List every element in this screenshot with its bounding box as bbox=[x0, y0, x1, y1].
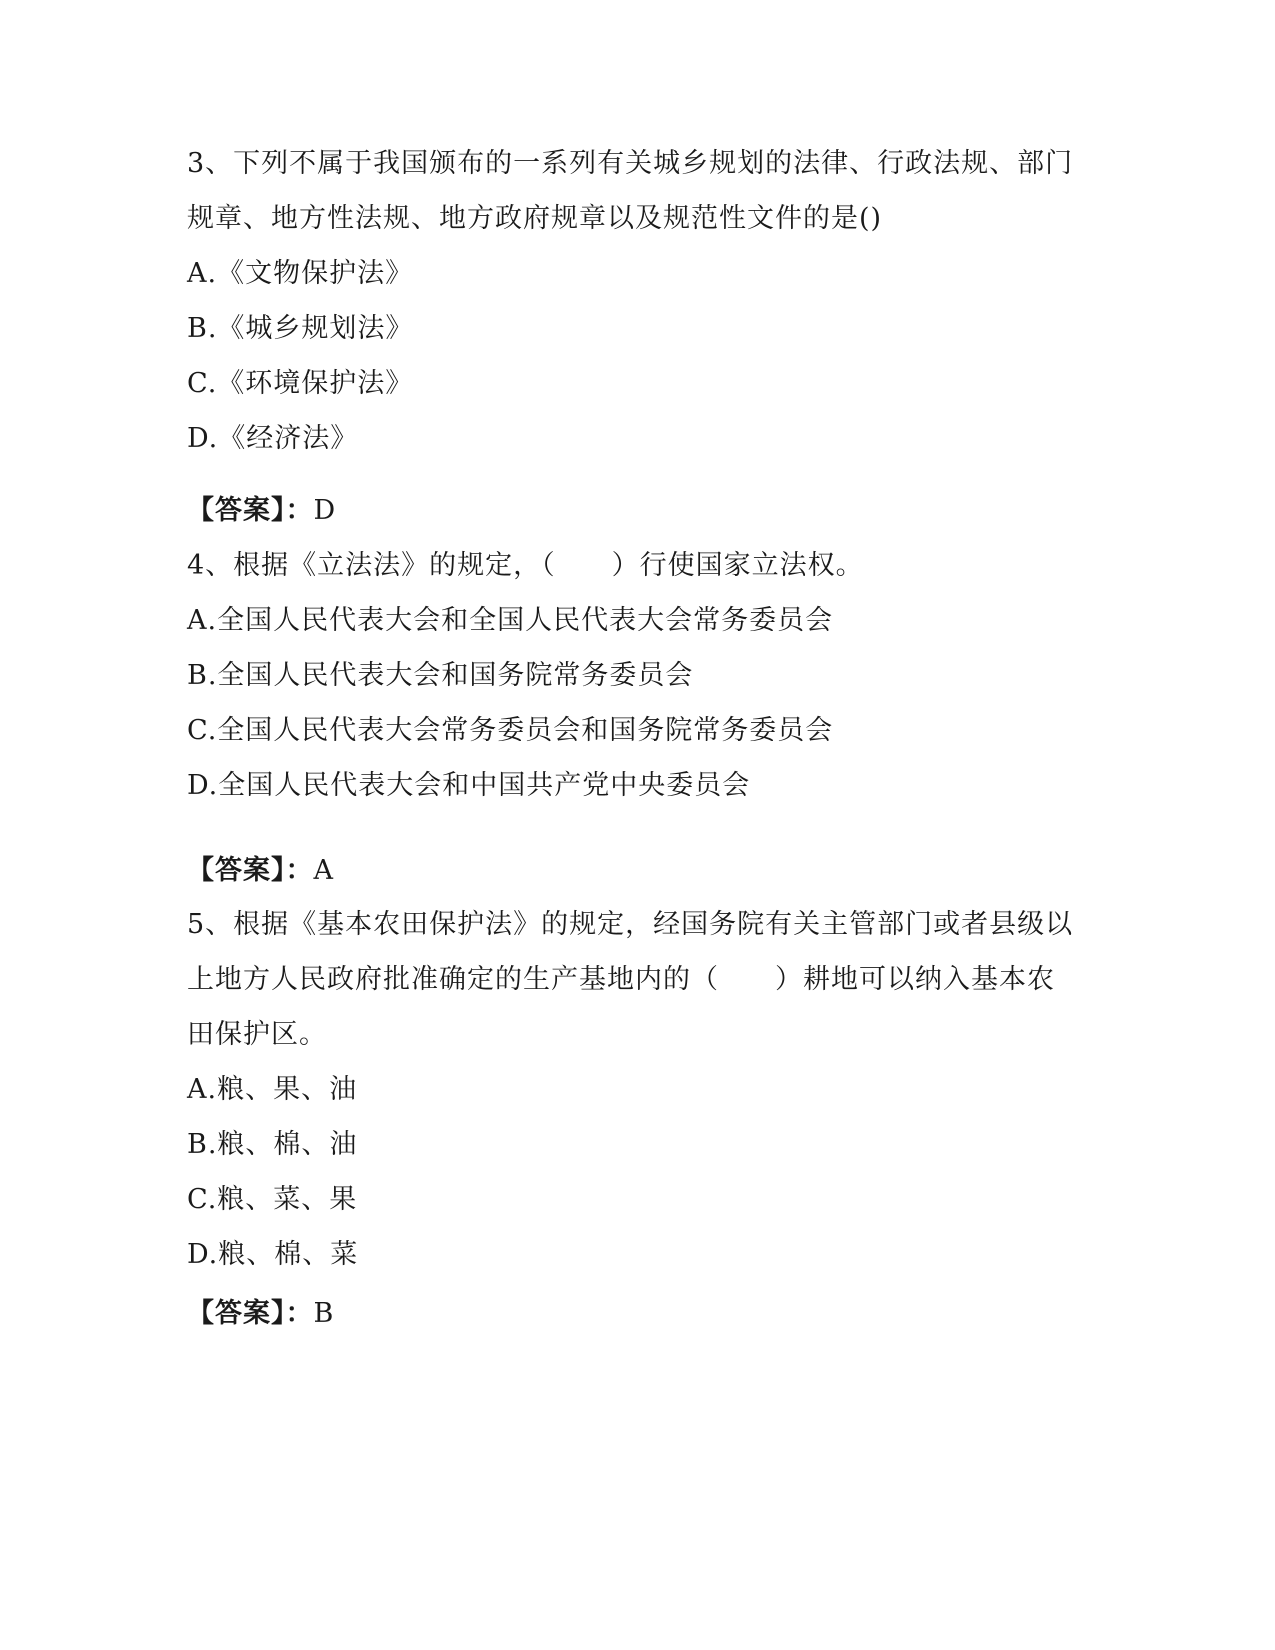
option-c: C.《环境保护法》 bbox=[187, 368, 414, 399]
answer-value: D bbox=[313, 495, 337, 526]
option-a: A.粮、果、油 bbox=[187, 1074, 358, 1105]
question-4 bbox=[187, 538, 1077, 813]
option-a: A.《文物保护法》 bbox=[187, 258, 414, 289]
answer-label: 【答案】： bbox=[187, 855, 314, 886]
answer-value: A bbox=[313, 855, 334, 886]
answer-4 bbox=[187, 851, 334, 891]
option-a: A.全国人民代表大会和全国人民代表大会常务委员会 bbox=[187, 605, 834, 636]
option-b: B.粮、棉、油 bbox=[187, 1129, 358, 1160]
option-d: D.全国人民代表大会和中国共产党中央委员会 bbox=[187, 770, 751, 801]
option-c: C.粮、菜、果 bbox=[187, 1184, 358, 1215]
option-d: D.粮、棉、菜 bbox=[187, 1239, 359, 1270]
question-stem: 3、下列不属于我国颁布的一系列有关城乡规划的法律、行政法规、部门规章、地方性法规、地方政府规章以及规范性文件的是() bbox=[187, 148, 1074, 234]
question-stem: 4、根据《立法法》的规定，（ ）行使国家立法权。 bbox=[187, 550, 864, 581]
option-d: D.《经济法》 bbox=[187, 423, 359, 454]
answer-3 bbox=[187, 491, 336, 531]
question-3 bbox=[187, 136, 1077, 466]
answer-value: B bbox=[313, 1298, 335, 1329]
question-5 bbox=[187, 897, 1077, 1282]
answer-label: 【答案】： bbox=[187, 495, 314, 526]
option-b: B.全国人民代表大会和国务院常务委员会 bbox=[187, 660, 694, 691]
option-c: C.全国人民代表大会常务委员会和国务院常务委员会 bbox=[187, 715, 834, 746]
answer-5 bbox=[187, 1294, 334, 1334]
answer-label: 【答案】： bbox=[187, 1298, 314, 1329]
question-stem: 5、根据《基本农田保护法》的规定，经国务院有关主管部门或者县级以上地方人民政府批准确定的生产基地内的（ ）耕地可以纳入基本农田保护区。 bbox=[187, 909, 1074, 1050]
option-b: B.《城乡规划法》 bbox=[187, 313, 414, 344]
